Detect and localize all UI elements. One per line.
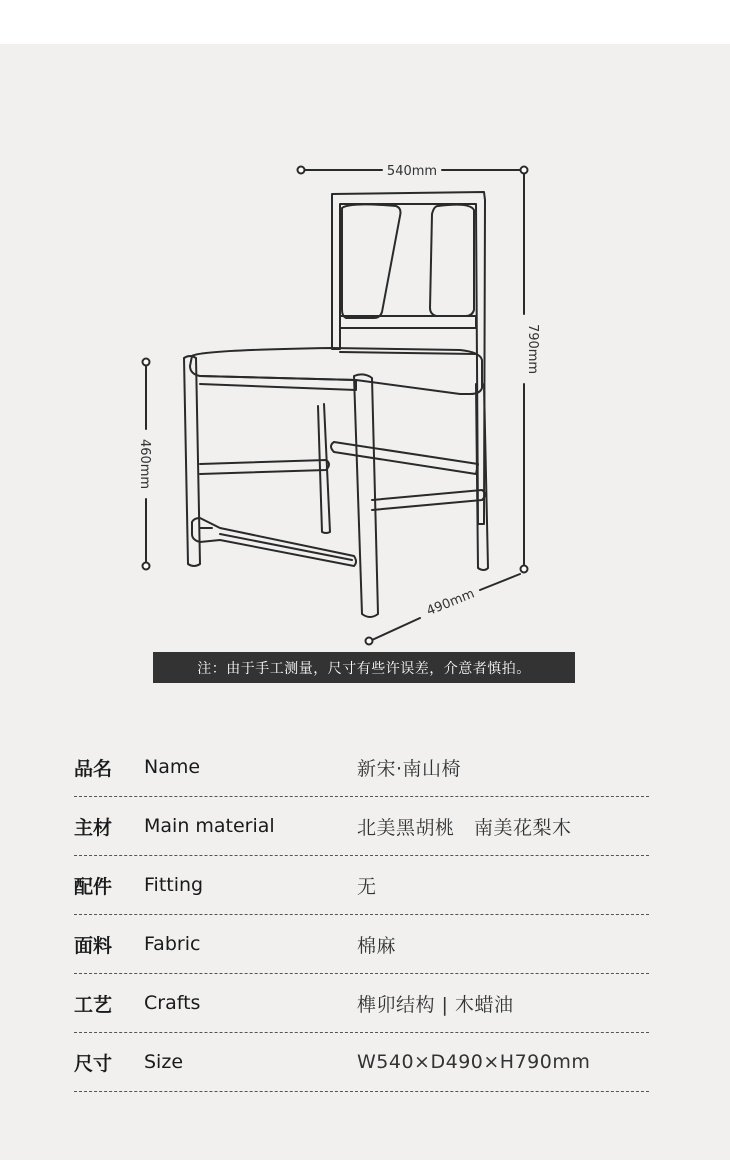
width-label: 540mm xyxy=(386,164,438,179)
spec-label-zh: 面料 xyxy=(74,934,113,957)
chair-dimension-drawing xyxy=(120,144,560,664)
spec-table xyxy=(74,738,649,1092)
spec-row-crafts xyxy=(74,974,649,1033)
chair-legs xyxy=(184,356,488,620)
chair-stretchers xyxy=(192,442,485,566)
height-label: 790mm xyxy=(525,323,540,375)
chair-back xyxy=(332,192,485,524)
spec-label-zh: 尺寸 xyxy=(74,1052,113,1075)
spec-value: 新宋·南山椅 xyxy=(357,757,462,780)
spec-label-zh: 品名 xyxy=(74,757,113,780)
chair-seat xyxy=(190,348,482,394)
spec-label-en: Fabric xyxy=(144,933,201,955)
spec-label-zh: 主材 xyxy=(74,816,113,839)
spec-value: 榫卯结构 | 木蜡油 xyxy=(357,993,514,1016)
spec-label-en: Main material xyxy=(144,815,275,837)
measurement-note: 注：由于手工测量，尺寸有些许误差，介意者慎拍。 xyxy=(153,652,575,683)
spec-row-fitting xyxy=(74,856,649,915)
spec-label-en: Size xyxy=(144,1051,184,1073)
spec-value: 棉麻 xyxy=(357,934,397,957)
spec-row-fabric xyxy=(74,915,649,974)
seat-height-label: 460mm xyxy=(137,438,152,490)
product-detail-panel xyxy=(0,44,730,1160)
spec-value: 北美黑胡桃 南美花梨木 xyxy=(357,816,572,839)
depth-label: 490mm xyxy=(424,586,477,620)
spec-label-en: Name xyxy=(144,756,201,778)
spec-label-zh: 配件 xyxy=(74,875,113,898)
spec-label-en: Crafts xyxy=(144,992,201,1014)
spec-label-en: Fitting xyxy=(144,874,204,896)
spec-value: 无 xyxy=(357,875,377,898)
spec-value: W540×D490×H790mm xyxy=(357,1051,591,1073)
spec-label-zh: 工艺 xyxy=(74,993,113,1016)
spec-row-name xyxy=(74,738,649,797)
spec-row-size xyxy=(74,1033,649,1092)
spec-row-main-material xyxy=(74,797,649,856)
